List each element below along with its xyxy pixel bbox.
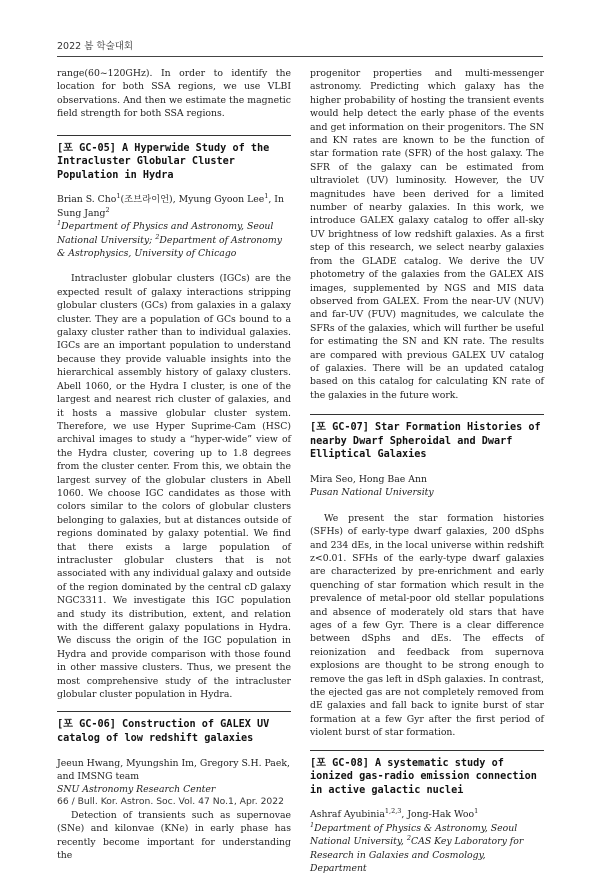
affiliations: $^1$Department of Physics and Astronomy, Seoul National University; $^2$Department of Astronomy & Astrophysics, University of Chicago [57, 219, 282, 260]
abstract-gc08 [310, 750, 544, 876]
author-list: Mira Seo, Hong Bae Ann [310, 473, 427, 485]
abstract-gc06 [57, 711, 291, 862]
abstract-title: [포 GC-06] Construction of GALEX UV catalog of low redshift galaxies [57, 711, 291, 745]
right-column [310, 67, 544, 887]
page-footer: 66 / Bull. Kor. Astron. Soc. Vol. 47 No.1, Apr. 2022 [57, 796, 284, 807]
header-rule [57, 56, 543, 57]
affiliations: SNU Astronomy Research Center [57, 784, 216, 796]
abstract-title: [포 GC-05] A Hyperwide Study of the Intracluster Globular Cluster Population in Hydra [57, 135, 291, 183]
abstract-title: [포 GC-08] A systematic study of ionized gas-radio emission connection in active galactic nuclei [310, 750, 544, 798]
continued-abstract: progenitor properties and multi-messenger astronomy. Predicting which galaxy has the higher probability of hosting the transient events would help detect the early phase of the events and get information on their progenitors. The SN and KN rates are known to be the function of star formation rate (SFR) of the host galaxy. The SFR of the galaxy can be estimated from ultraviolet (UV) luminosity. However, the UV magnitudes have been derived for a limited number of nearby galaxies. In this work, we introduce GALEX galaxy catalog to offer all-sky UV brightness of low redshift galaxies. As a first step of this research, we select nearby galaxies from the GLADE catalog. We derive the UV photometry of the galaxies from the GALEX AIS images, supplemented by NGS and MIS data observed from GALEX. From the near-UV (NUV) and far-UV (FUV) magnitudes, we calculate the SFRs of the galaxies, which will further be useful for estimating the SN and KN rate. The results are compared with previous GALEX UV catalog of galaxies. There will be an updated catalog based on this catalog for calculating KN rate of the galaxies in the future work. [310, 68, 544, 401]
abstract-title: [포 GC-07] Star Formation Histories of nearby Dwarf Spheroidal and Dwarf Elliptical Galaxies [310, 414, 544, 462]
author-list: Ashraf Ayubinia$^{1,2,3}$, Jong-Hak Woo$^1$ [310, 807, 479, 821]
abstract-gc05 [57, 135, 291, 702]
continued-abstract: range(60~120GHz). In order to identify the location for both SSA regions, we use VLBI observations. And then we estimate the magnetic field strength for both SSA regions. [57, 68, 291, 120]
left-column [57, 67, 291, 862]
affiliations: $^1$Department of Physics & Astronomy, Seoul National University, $^2$CAS Key Laboratory for Research in Galaxies and Cosmology, Department [310, 820, 524, 875]
author-list: Brian S. Cho$^1$(조브라이언), Myung Gyoon Lee$^1$, In Sung Jang$^2$ [57, 192, 284, 219]
abstract-body: Intracluster globular clusters (IGCs) are the expected result of galaxy interactions stripping globular clusters (GCs) from galaxies in a galaxy cluster. They are a population of GCs bound to a galaxy cluster rather than to individual galaxies. IGCs are an important population to understand because they provide valuable insights into the hierarchical assembly history of galaxy clusters. Abell 1060, or the Hydra I cluster, is one of the largest and nearest rich cluster of galaxies, and it hosts a massive globular cluster system. Therefore, we use Hyper Suprime-Cam (HSC) archival images to study a “hyper-wide” view of the Hydra cluster, covering up to 1.8 degrees from the cluster center. From this, we obtain the largest survey of the globular clusters in Abell 1060. We choose IGC candidates as those with colors similar to the colors of globular clusters belonging to galaxies, but at distances outside of regions dominated by galaxy potential. We find that there exists a large population of intracluster globular clusters that is not associated with any individual galaxy and outside of the region dominated by the central cD galaxy NGC3311. We investigate this IGC population and study its distribution, extent, and relation with the different galaxy populations in Hydra. We discuss the origin of the IGC population in Hydra and provide comparison with those found in other massive clusters. Thus, we present the most comprehensive study of the intracluster globular cluster population in Hydra. [57, 273, 291, 701]
affiliations: Pusan National University [310, 487, 434, 499]
abstract-gc07 [310, 414, 544, 740]
abstract-body: Detection of transients such as supernovae (SNe) and kilonvae (KNe) in early phase has recently become important for understanding the [57, 809, 291, 862]
abstract-body: We present the star formation histories (SFHs) of early-type dwarf galaxies, 200 dSphs and 234 dEs, in the local universe within redshift z<0.01. SFHs of the early-type dwarf galaxies are characterized by pre-enrichment and early quenching of star formation which result in the prevalence of metal-poor old stellar populations and absence of moderately old stars that have ages of a few Gyr. There is a clear difference between dSphs and dEs. The effects of reionization and feedback from supernova explosions are thought to be strong enough to remove the gas left in dSph galaxies. In contrast, the ejected gas are not completely removed from dE galaxies and fall back to ignite burst of star formation at a few Gyr after the first period of violent burst of star formation. [310, 512, 544, 739]
running-header: 2022 봄 학술대회 [57, 41, 134, 52]
author-list: Jeeun Hwang, Myungshin Im, Gregory S.H. Paek, and IMSNG team [57, 757, 290, 783]
